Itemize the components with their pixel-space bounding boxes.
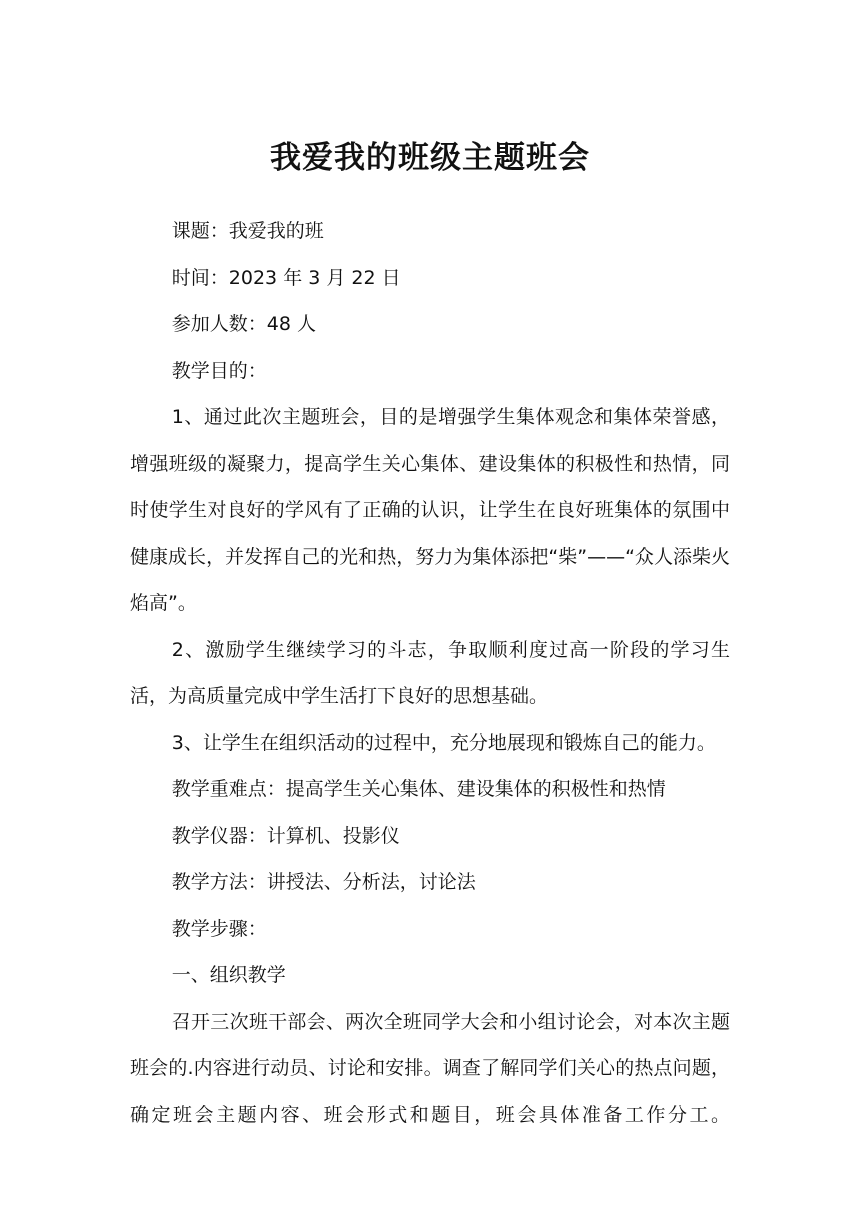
paragraph-objective-2: 2、激励学生继续学习的斗志，争取顺利度过高一阶段的学习生活，为高质量完成中学生活打下良好的思想基础。 [130, 638, 730, 707]
paragraph-objective-1: 1、通过此次主题班会，目的是增强学生集体观念和集体荣誉感，增强班级的凝聚力，提高学生关心集体、建设集体的积极性和热情，同时使学生对良好的学风有了正确的认识，让学生在良好班集体的氛围中健康成长，并发挥自己的光和热，努力为集体添把“柴”——“众人添柴火焰高”。 [130, 406, 730, 614]
paragraph-section-1-body: 召开三次班干部会、两次全班同学大会和小组讨论会，对本次主题班会的.内容进行动员、讨论和安排。调查了解同学们关心的热点问题，确定班会主题内容、班会形式和题目，班会具体准备工作分工。 [130, 1010, 730, 1126]
paragraph-key-points: 教学重难点：提高学生关心集体、建设集体的积极性和热情 [171, 778, 666, 800]
document-body [130, 208, 730, 1138]
paragraph-methods: 教学方法：讲授法、分析法，讨论法 [171, 871, 476, 893]
paragraph-objective-3: 3、让学生在组织活动的过程中，充分地展现和锻炼自己的能力。 [171, 731, 716, 754]
paragraph-date: 时间：2023 年 3 月 22 日 [171, 266, 401, 289]
paragraph-attendance: 参加人数：48 人 [171, 313, 317, 335]
paragraph-section-1-heading: 一、组织教学 [171, 964, 286, 986]
paragraph-instruments: 教学仪器：计算机、投影仪 [171, 824, 400, 847]
paragraph-topic: 课题：我爱我的班 [171, 220, 324, 242]
document-title: 我爱我的班级主题班会 [270, 140, 590, 176]
paragraph-steps-heading: 教学步骤： [171, 917, 267, 940]
paragraph-objectives-heading: 教学目的： [171, 359, 267, 382]
